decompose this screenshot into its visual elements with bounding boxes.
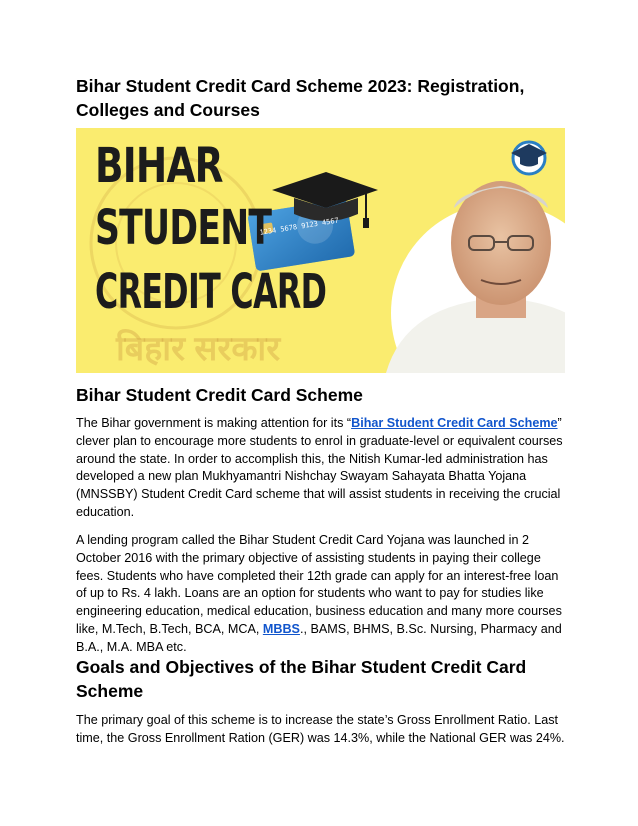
intro-text-after: ” clever plan to encourage more students to enrol in graduate-level or equivalent courses around the state. In order to accomplish this, the Nitish Kumar-led administration has developed a new plan Mukhyamantri Nishchay Swayam Sahayata Bhatta Yojana (MNSSBY) Student Credit Card scheme that will assist students in receiving the crucial education. bbox=[76, 416, 563, 519]
banner-line-credit-card: CREDIT CARD bbox=[95, 264, 327, 320]
page-title: Bihar Student Credit Card Scheme 2023: Registration, Colleges and Courses bbox=[76, 76, 525, 120]
banner-image bbox=[76, 128, 565, 373]
scheme-link[interactable]: Bihar Student Credit Card Scheme bbox=[351, 416, 558, 430]
banner-line-student: STUDENT bbox=[95, 200, 272, 256]
banner-watermark-text: बिहार सरकार bbox=[116, 330, 281, 368]
card-number: 1234 5678 9123 4567 bbox=[259, 216, 340, 237]
section-heading-goals: Goals and Objectives of the Bihar Student Credit Card Scheme bbox=[76, 657, 527, 701]
lending-text-before: A lending program called the Bihar Student Credit Card Yojana was launched in 2 October 2016 with the primary objective of assisting students in paying their college fees. Students who have completed their 12th grade can apply for an interest-free loan of up to Rs. 4 lakh. Loans are an option for students who want to pay for studies like engineering education, medical education, business education and many more courses like, M.Tech, B.Tech, BCA, MCA, bbox=[76, 533, 562, 636]
mbbs-link[interactable]: MBBS bbox=[262, 621, 300, 636]
portrait-photo bbox=[386, 181, 565, 373]
paragraph-goals: The primary goal of this scheme is to increase the state’s Gross Enrollment Ratio. Last time, the Gross Enrollment Ration (GER) was 14.3%, while the National GER was 24%. bbox=[76, 713, 565, 745]
banner-line-bihar: BIHAR bbox=[95, 138, 223, 194]
lending-text-after: ., BAMS, BHMS, B.Sc. Nursing, Pharmacy and B.A., M.A. MBA etc. bbox=[76, 621, 562, 654]
intro-text-before: The Bihar government is making attention for its “ bbox=[76, 416, 352, 430]
section-heading-scheme: Bihar Student Credit Card Scheme bbox=[76, 385, 363, 405]
logo-icon bbox=[511, 142, 547, 174]
paragraph-intro bbox=[76, 415, 566, 522]
paragraph-lending-program bbox=[76, 532, 566, 657]
